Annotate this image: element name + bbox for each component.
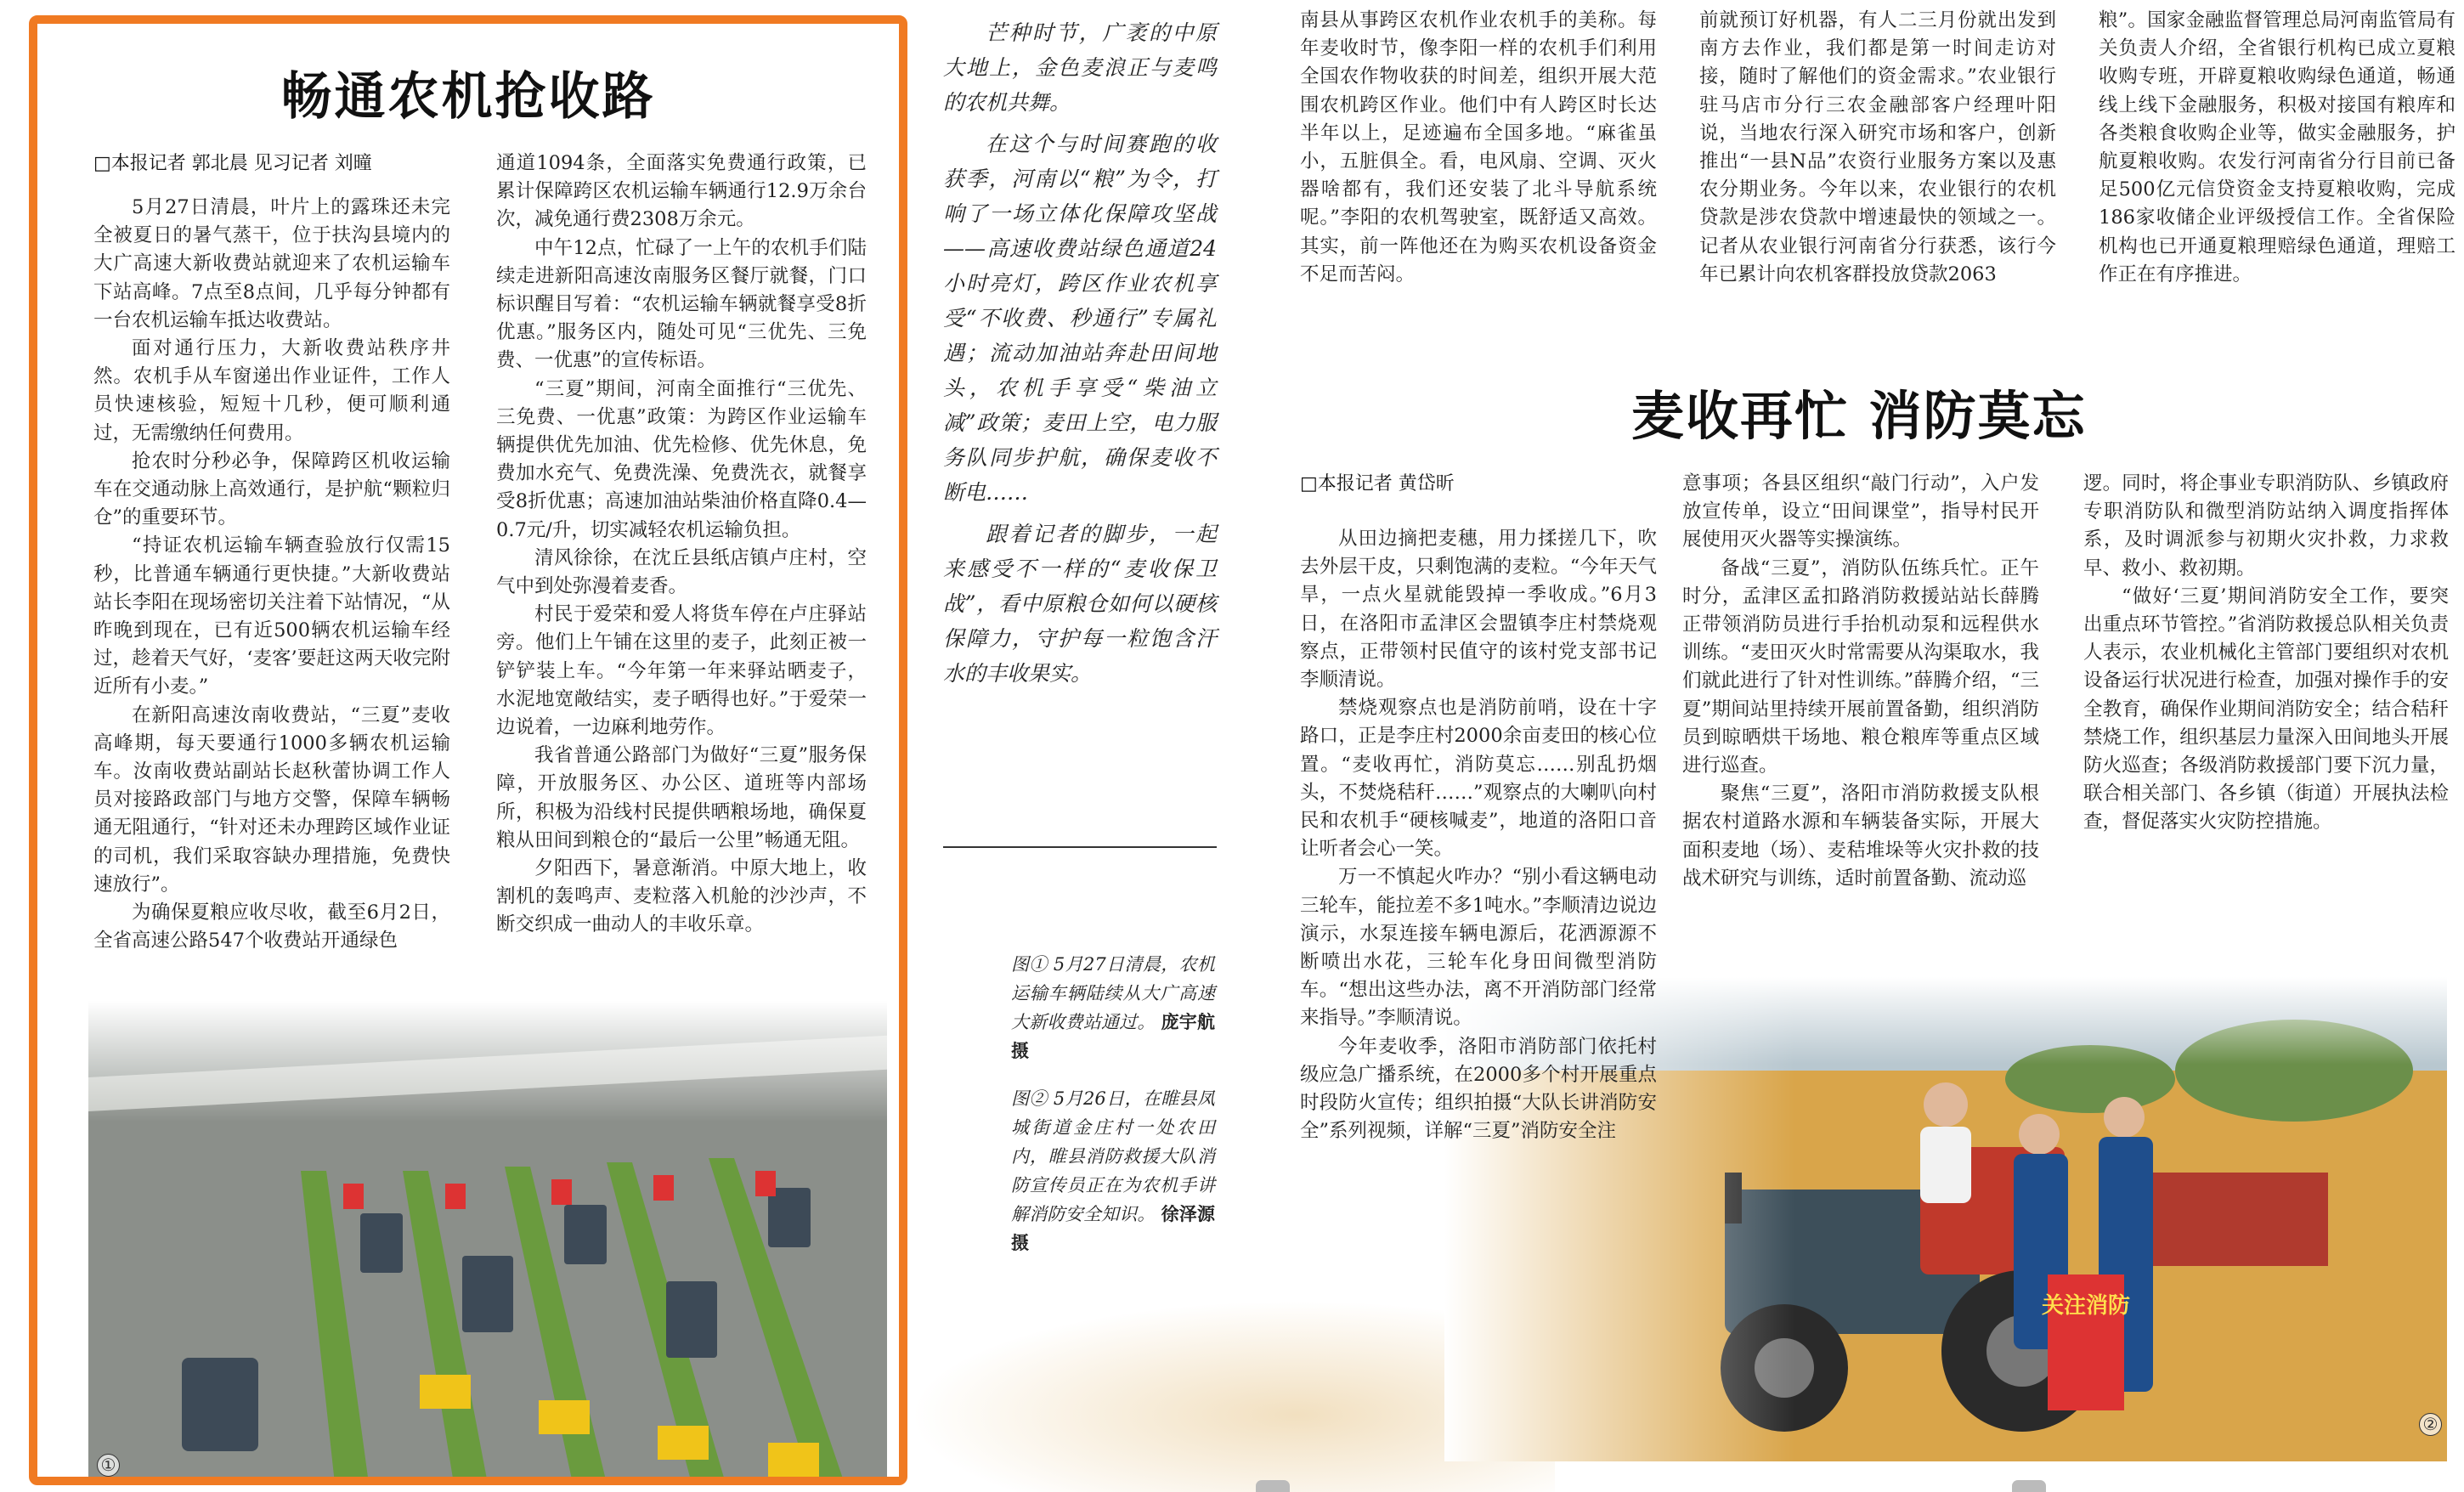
photo-number-1: ①	[97, 1454, 120, 1477]
intro-paragraph: 跟着记者的脚步，一起来感受不一样的“麦收保卫战”，看中原粮仓如何以硬核保障力，守护每一粒饱含汗水的丰收果实。	[943, 522, 1217, 686]
paragraph: 聚焦“三夏”，洛阳市消防救援支队根据农村道路水源和车辆装备实际，开展大面积麦地（场）、麦秸堆垛等火灾扑救的技战术研究与训练，适时前置备勤、流动巡	[1682, 783, 2039, 890]
article2-col2	[1682, 470, 2039, 893]
paragraph: 中午12点，忙碌了一上午的农机手们陆续走进新阳高速汝南服务区餐厅就餐，门口标识醒目写着：“农机运输车辆就餐享受8折优惠。”服务区内，随处可见“三优先、三免费、一优惠”的宣传标语。	[496, 236, 867, 372]
paragraph: 从田边摘把麦穗，用力揉搓几下，吹去外层干皮，只剩饱满的麦粒。“今年天气旱，一点火星就能毁掉一季收成。”6月3日，在洛阳市孟津区会盟镇李庄村禁烧观察点，正带领村民值守的该村党支部书记李顺清说。	[1300, 528, 1657, 692]
paragraph: “做好‘三夏’期间消防安全工作，要突出重点环节管控。”省消防救援总队相关负责人表示，农业机械化主管部门要组织对农机设备运行状况进行检查，加强对操作手的安全教育，确保作业期间消防安全；结合秸秆禁烧工作，组织基层力量深入田间地头开展防火巡查；各级消防救援部门要下沉力量，联合相关部门、各乡镇（街道）开展执法检查，督促落实火灾防控措施。	[2083, 585, 2449, 834]
divider-line	[943, 846, 1217, 848]
top-column-2: 前就预订好机器，有人二三月份就出发到南方去作业，我们都是第一时间走访对接，随时了解他们的资金需求。”农业银行驻马店市分行三农金融部客户经理叶阳说，当地农行深入研究市场和客户，创新推出“一县N品”农资行业服务方案以及惠农分期业务。今年以来，农业银行的农机贷款是涉农贷款中增速最快的领域之一。记者从农业银行河南省分行获悉，该行今年已累计向农机客群投放贷款2063	[1699, 9, 2056, 285]
paragraph: 万一不慎起火咋办？“别小看这辆电动三轮车，能拉差不多1吨水。”李顺清边说边演示，水泵连接车辆电源后，花洒源源不断喷出水花，三轮车化身田间微型消防车。“想出这些办法，离不开消防部门经常来指导。”李顺清说。	[1300, 866, 1657, 1030]
top-column-1: 南县从事跨区农机作业农机手的美称。每年麦收时节，像李阳一样的农机手们利用全国农作物收获的时间差，组织开展大范围农机跨区作业。他们中有人跨区时长达半年以上，足迹遍布全国多地。“麻雀虽小，五脏俱全。看，电风扇、空调、灭火器啥都有，我们还安装了北斗导航系统呢。”李阳的农机驾驶室，既舒适又高效。其实，前一阵他还在为购买农机设备资金不足而苦闷。	[1300, 9, 1657, 285]
paragraph: 今年麦收季，洛阳市消防部门依托村级应急广播系统，在2000多个村开展重点时段防火宣传；组织拍摄“大队长讲消防安全”系列视频，详解“三夏”消防安全注	[1300, 1035, 1657, 1143]
paragraph: 夕阳西下，暑意渐消。中原大地上，收割机的轰鸣声、麦粒落入机舱的沙沙声，不断交织成一曲动人的丰收乐章。	[496, 857, 867, 936]
photo-number-2: ②	[2419, 1413, 2442, 1436]
article2-col1	[1300, 525, 1657, 1145]
paragraph: 在新阳高速汝南收费站，“三夏”麦收高峰期，每天要通行1000多辆农机运输车。汝南收费站副站长赵秋蕾协调工作人员对接路政部门与地方交警，保障车辆畅通无阻通行，“针对还未办理跨区域作业证的司机，我们采取容缺办理措施，免费快速放行”。	[93, 704, 450, 896]
article1-byline: □本报记者 郭北晨 见习记者 刘曈	[93, 153, 372, 174]
paragraph: 备战“三夏”，消防队伍练兵忙。正午时分，孟津区孟扣路消防救援站站长薛腾正带领消防员进行手抬机动泵和远程供水训练。“麦田灭火时常需要从沟渠取水，我们就此进行了针对性训练。”薛腾介绍，“三夏”期间站里持续开展前置备勤，组织消防员到晾晒烘干场地、粮仓粮库等重点区域进行巡查。	[1682, 557, 2039, 777]
intro-paragraph: 在这个与时间赛跑的收获季，河南以“粮”为令，打响了一场立体化保障攻坚战——高速收费站绿色通道24小时亮灯，跨区作业农机享受“不收费、秒通行”专属礼遇；流动加油站奔赴田间地头，农机手享受“柴油立减”政策；麦田上空，电力服务队同步护航，确保麦收不断电……	[943, 132, 1217, 505]
intro-text	[943, 15, 1217, 691]
paragraph: 村民于爱荣和爱人将货车停在卢庄驿站旁。他们上午铺在这里的麦子，此刻正被一铲铲装上车。“今年第一年来驿站晒麦子，水泥地宽敞结实，麦子晒得也好。”于爱荣一边说着，一边麻利地劳作。	[496, 603, 867, 739]
caption-photo1: 图① 5月27日清晨，农机运输车辆陆续从大广高速大新收费站通过。	[1011, 954, 1215, 1032]
credit-photo1: 庞宇航 摄	[1011, 1012, 1215, 1061]
paragraph: 禁烧观察点也是消防前哨，设在十字路口，正是李庄村2000余亩麦田的核心位置。“麦收再忙，消防莫忘……别乱扔烟头，不焚烧秸秆……”观察点的大喇叭向村民和农机手“硬核喊麦”，地道的洛阳口音让听者会心一笑。	[1300, 697, 1657, 861]
paragraph: 意事项；各县区组织“敲门行动”，入户发放宣传单，设立“田间课堂”，指导村民开展使用灭火器等实操演练。	[1682, 472, 2039, 551]
article2-col3	[2083, 470, 2449, 837]
paragraph: 为确保夏粮应收尽收，截至6月2日，全省高速公路547个收费站开通绿色	[93, 901, 450, 952]
paragraph: 我省普通公路部门为做好“三夏”服务保障，开放服务区、办公区、道班等内部场所，积极为沿线村民提供晒粮场地，确保夏粮从田间到粮仓的“最后一公里”畅通无阻。	[496, 744, 867, 851]
paragraph: 逻。同时，将企事业专职消防队、乡镇政府专职消防队和微型消防站纳入调度指挥体系，及时调派参与初期火灾扑救，力求救早、救小、救初期。	[2083, 472, 2449, 579]
article1-col1	[93, 194, 450, 955]
paragraph: 抢农时分秒必争，保障跨区机收运输车在交通动脉上高效通行，是护航“颗粒归仓”的重要环节。	[93, 449, 450, 529]
paragraph: “三夏”期间，河南全面推行“三优先、三免费、一优惠”政策：为跨区作业运输车辆提供优先加油、优先检修、优先休息，免费加水充气、免费洗澡、免费洗衣，就餐享受8折优惠；高速加油站柴油价格直降0.4—0.7元/升，切实减轻农机运输负担。	[496, 377, 867, 541]
credit-photo2: 徐泽源 摄	[1011, 1204, 1215, 1253]
paragraph: “持证农机运输车辆查验放行仅需15秒，比普通车辆通行更快捷。”大新收费站站长李阳在现场密切关注着下站情况，“从昨晚到现在，已有近500辆农机运输车经过，趁着天气好，‘麦客’要赶这两天收完附近所有小麦。”	[93, 534, 450, 698]
article2-title: 麦收再忙 消防莫忘	[1631, 385, 2087, 447]
highlight-frame	[29, 15, 907, 1485]
article1-title: 畅通农机抢收路	[280, 67, 656, 127]
page-dots-decoration	[2012, 1480, 2046, 1492]
top-column-3: 粮”。国家金融监督管理总局河南监管局有关负责人介绍，全省银行机构已成立夏粮收购专班，开辟夏粮收购绿色通道，畅通线上线下金融服务，积极对接国有粮库和各类粮食收购企业等，做实金融服务，护航夏粮收购。农发行河南省分行目前已备足500亿元信贷资金支持夏粮收购，完成186家收储企业评级授信工作。全省保险机构也已开通夏粮理赔绿色通道，理赔工作正在有序推进。	[2099, 9, 2456, 285]
paragraph: 清风徐徐，在沈丘县纸店镇卢庄村，空气中到处弥漫着麦香。	[496, 546, 867, 598]
article1-col2	[496, 150, 867, 940]
paragraph: 5月27日清晨，叶片上的露珠还未完全被夏日的暑气蒸干，位于扶沟县境内的大广高速大新收费站就迎来了农机运输车下站高峰。7点至8点间，几乎每分钟都有一台农机运输车抵达收费站。	[93, 196, 450, 331]
intro-paragraph: 芒种时节，广袤的中原大地上，金色麦浪正与麦鸣的农机共舞。	[943, 20, 1217, 115]
paragraph: 通道1094条，全面落实免费通行政策，已累计保障跨区农机运输车辆通行12.9万余台次，减免通行费2308万余元。	[496, 152, 867, 231]
photo-captions	[1011, 950, 1215, 1276]
page-dots-decoration	[1256, 1480, 1290, 1492]
toll-station-photo	[88, 1001, 887, 1484]
paragraph: 面对通行压力，大新收费站秩序井然。农机手从车窗递出作业证件，工作人员快速核验，短短十几秒，便可顺利通过，无需缴纳任何费用。	[93, 337, 450, 444]
caption-photo2: 图② 5月26日，在睢县凤城街道金庄村一处农田内，睢县消防救援大队消防宣传员正在为农机手讲解消防安全知识。	[1011, 1088, 1215, 1224]
article2-byline: □本报记者 黄岱昕	[1300, 473, 1455, 495]
toll-station-illustration	[88, 1001, 887, 1484]
